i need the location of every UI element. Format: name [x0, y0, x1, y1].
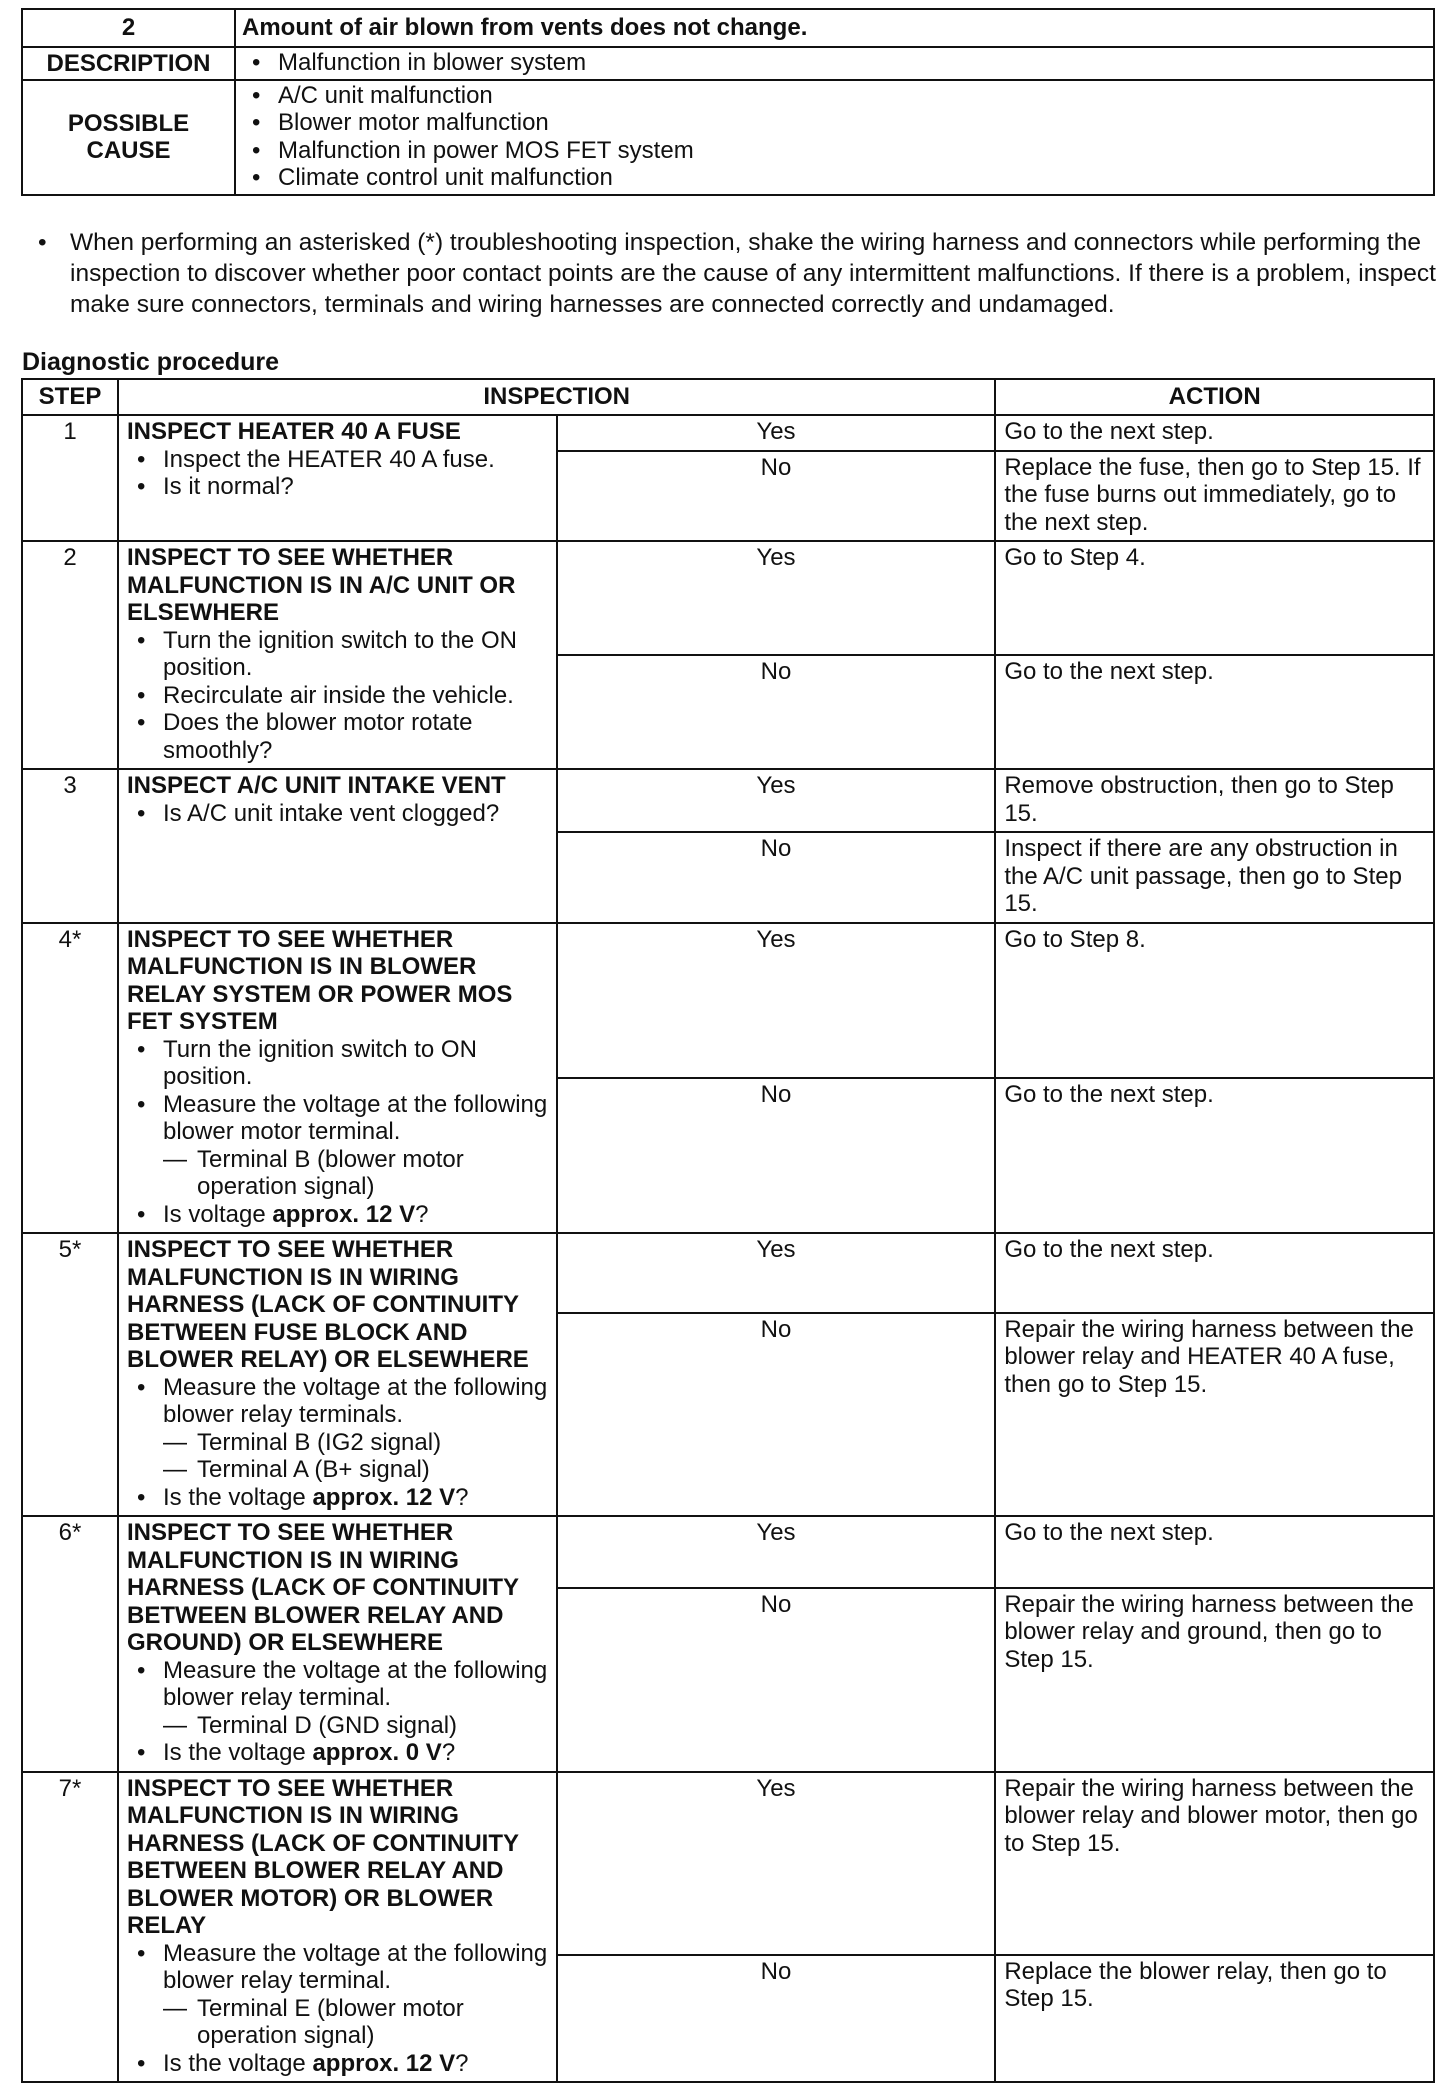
inspection-item-text: Is voltage	[163, 1200, 273, 1228]
step-number: 1	[22, 415, 118, 541]
inspection-item-value: approx. 12 V	[272, 1200, 416, 1228]
action-yes: Go to the next step.	[995, 415, 1434, 451]
action-column-header: ACTION	[995, 379, 1434, 415]
description-list	[242, 49, 1427, 77]
procedure-row-yes	[22, 1772, 1434, 1955]
yes-label: Yes	[557, 769, 996, 832]
action-no: Repair the wiring harness between the blower relay and ground, then go to Step 15.	[995, 1588, 1434, 1772]
no-label: No	[557, 1313, 996, 1516]
action-yes: Go to the next step.	[995, 1516, 1434, 1588]
inspection-item-text: Measure the voltage at the following blower relay terminals.	[163, 1373, 548, 1428]
possible-cause-label-line-2: CAUSE	[86, 137, 171, 164]
step-number: 3	[22, 769, 118, 923]
inspection-item-text: Recirculate air inside the vehicle.	[163, 681, 514, 709]
procedure-row-yes	[22, 769, 1434, 832]
action-no: Repair the wiring harness between the blower relay and HEATER 40 A fuse, then go to Step 15.	[995, 1313, 1434, 1516]
step-column-header: STEP	[22, 379, 118, 415]
possible-cause-label	[22, 80, 235, 195]
step-number: 6*	[22, 1516, 118, 1772]
description-label: DESCRIPTION	[22, 47, 235, 80]
inspection-item-value: approx. 12 V	[312, 1483, 456, 1511]
inspection-cell	[118, 769, 557, 923]
step-number: 7*	[22, 1772, 118, 2083]
inspection-subitem	[127, 1429, 550, 1457]
no-label: No	[557, 1955, 996, 2082]
inspection-item	[127, 1091, 550, 1146]
inspection-item-text: Turn the ignition switch to the ON position.	[163, 626, 517, 681]
possible-cause-item: • Blower motor malfunction	[242, 109, 1427, 137]
inspection-subitem	[127, 1456, 550, 1484]
inspection-cell	[118, 1516, 557, 1772]
procedure-row-yes	[22, 1233, 1434, 1313]
no-label: No	[557, 451, 996, 542]
description-item: • Malfunction in blower system	[242, 49, 1427, 77]
inspection-note	[38, 227, 1456, 320]
inspection-item-tail: ?	[415, 1200, 429, 1228]
action-no: Go to the next step.	[995, 655, 1434, 769]
possible-cause-item: • Climate control unit malfunction	[242, 164, 1427, 192]
step-number: 4*	[22, 923, 118, 1234]
description-row	[22, 47, 1434, 80]
step-number: 2	[22, 541, 118, 769]
action-no: Replace the fuse, then go to Step 15. If the fuse burns out immediately, go to the next step.	[995, 451, 1434, 542]
no-label: No	[557, 832, 996, 923]
inspection-item-text: Measure the voltage at the following blower motor terminal.	[163, 1090, 548, 1145]
procedure-row-yes	[22, 415, 1434, 451]
inspection-item	[127, 1940, 550, 1995]
possible-cause-item: • A/C unit malfunction	[242, 82, 1427, 110]
inspection-item	[127, 1484, 550, 1512]
inspection-column-header: INSPECTION	[118, 379, 995, 415]
inspection-item-tail: ?	[441, 1739, 456, 1766]
inspection-item	[127, 473, 550, 501]
inspection-title: INSPECT HEATER 40 A FUSE	[127, 418, 461, 445]
yes-label: Yes	[557, 1233, 996, 1313]
inspection-cell	[118, 541, 557, 769]
inspection-item-text: Terminal B (IG2 signal)	[197, 1428, 442, 1456]
inspection-list	[127, 446, 550, 501]
possible-cause-label-line-1: POSSIBLE	[67, 109, 190, 137]
inspection-item-text: Terminal E (blower motor operation signal)	[197, 1994, 464, 2049]
yes-label: Yes	[557, 1516, 996, 1588]
inspection-item	[127, 1036, 550, 1091]
inspection-item	[127, 2050, 550, 2078]
possible-cause-item: • Malfunction in power MOS FET system	[242, 137, 1427, 165]
possible-cause-cell	[235, 80, 1434, 195]
inspection-cell	[118, 1233, 557, 1516]
inspection-item-text: Terminal D (GND signal)	[197, 1711, 458, 1739]
symptom-info-table	[21, 8, 1435, 196]
inspection-item	[127, 800, 550, 828]
inspection-item	[127, 682, 550, 710]
inspection-item-text: Is the voltage	[163, 2049, 313, 2077]
inspection-item-text: Measure the voltage at the following blower relay terminal.	[163, 1939, 548, 1994]
inspection-item	[127, 1657, 550, 1712]
note-text: When performing an asterisked (*) troubleshooting inspection, shake the wiring harness and connectors while performing the inspection to discover whether poor contact points are the cause of any intermittent malfunctions. If there is a problem, inspect make sure connectors, terminals and wiring harnesses are connected correctly and undamaged.	[70, 229, 1436, 318]
inspection-item	[127, 446, 550, 474]
yes-label: Yes	[557, 923, 996, 1078]
inspection-item	[127, 1201, 550, 1229]
inspection-item	[127, 1374, 550, 1429]
inspection-item-tail: ?	[455, 1483, 469, 1511]
inspection-item-tail: ?	[455, 2049, 469, 2077]
inspection-list	[127, 800, 550, 828]
no-label: No	[557, 1078, 996, 1233]
inspection-subitem	[127, 1146, 550, 1201]
action-yes: Go to Step 4.	[995, 541, 1434, 655]
inspection-item-text: Terminal B (blower motor operation signal)	[197, 1145, 464, 1200]
inspection-title: INSPECT TO SEE WHETHER MALFUNCTION IS IN BLOWER RELAY SYSTEM OR POWER MOS FET SYSTEM	[127, 925, 513, 1035]
inspection-item-text: Turn the ignition switch to ON position.	[163, 1035, 477, 1090]
action-no: Replace the blower relay, then go to Step 15.	[995, 1955, 1434, 2082]
inspection-list	[127, 627, 550, 765]
procedure-header-row	[22, 379, 1434, 415]
yes-label: Yes	[557, 415, 996, 451]
inspection-subitem	[127, 1712, 550, 1740]
no-label: No	[557, 655, 996, 769]
procedure-row-yes	[22, 923, 1434, 1078]
action-no: Go to the next step.	[995, 1078, 1434, 1233]
action-yes: Go to Step 8.	[995, 923, 1434, 1078]
symptom-header-row	[22, 9, 1434, 47]
inspection-title: INSPECT TO SEE WHETHER MALFUNCTION IS IN WIRING HARNESS (LACK OF CONTINUITY BETWEEN FUSE BLOCK AND BLOWER RELAY) OR ELSEWHERE	[127, 1236, 529, 1373]
inspection-item-text: Terminal A (B+ signal)	[197, 1456, 430, 1483]
inspection-list	[127, 1940, 550, 2078]
inspection-item-value: approx. 12 V	[312, 2049, 456, 2077]
inspection-subitem	[127, 1995, 550, 2050]
inspection-item-text: Is A/C unit intake vent clogged?	[163, 799, 500, 827]
description-cell	[235, 47, 1434, 80]
symptom-number: 2	[22, 9, 235, 47]
diagnostic-procedure-table	[21, 378, 1435, 2083]
inspection-item-text: Is the voltage	[163, 1483, 313, 1511]
inspection-cell	[118, 923, 557, 1234]
action-yes: Go to the next step.	[995, 1233, 1434, 1313]
inspection-item	[127, 1739, 550, 1767]
yes-label: Yes	[557, 541, 996, 655]
inspection-item-text: Inspect the HEATER 40 A fuse.	[163, 445, 495, 473]
no-label: No	[557, 1588, 996, 1772]
inspection-list	[127, 1374, 550, 1512]
inspection-item-text: Does the blower motor rotate smoothly?	[163, 709, 473, 764]
possible-cause-row	[22, 80, 1434, 195]
procedure-body	[22, 415, 1434, 2082]
inspection-title: INSPECT TO SEE WHETHER MALFUNCTION IS IN A/C UNIT OR ELSEWHERE	[127, 544, 516, 626]
inspection-item-text: Is it normal?	[163, 473, 294, 500]
action-yes: Repair the wiring harness between the blower relay and blower motor, then go to Step 15.	[995, 1772, 1434, 1955]
inspection-item	[127, 709, 550, 764]
procedure-row-yes	[22, 541, 1434, 655]
action-yes: Remove obstruction, then go to Step 15.	[995, 769, 1434, 832]
inspection-cell	[118, 1772, 557, 2083]
note-bullet: •	[38, 229, 47, 256]
inspection-item-text: Measure the voltage at the following blower relay terminal.	[163, 1656, 548, 1711]
inspection-cell	[118, 415, 557, 541]
step-number: 5*	[22, 1233, 118, 1516]
inspection-title: INSPECT TO SEE WHETHER MALFUNCTION IS IN WIRING HARNESS (LACK OF CONTINUITY BETWEEN BLOWER RELAY AND BLOWER MOTOR) OR BLOWER RELAY	[127, 1774, 519, 1939]
procedure-row-yes	[22, 1516, 1434, 1588]
procedure-heading: Diagnostic procedure	[22, 348, 279, 376]
inspection-title: INSPECT A/C UNIT INTAKE VENT	[127, 772, 506, 799]
symptom-title: Amount of air blown from vents does not change.	[235, 9, 1434, 47]
inspection-item	[127, 627, 550, 682]
possible-cause-list	[242, 82, 1427, 192]
inspection-item-value: approx. 0 V	[312, 1739, 442, 1766]
inspection-list	[127, 1036, 550, 1229]
inspection-title: INSPECT TO SEE WHETHER MALFUNCTION IS IN WIRING HARNESS (LACK OF CONTINUITY BETWEEN BLOWER RELAY AND GROUND) OR ELSEWHERE	[127, 1519, 519, 1656]
action-no: Inspect if there are any obstruction in the A/C unit passage, then go to Step 15.	[995, 832, 1434, 923]
yes-label: Yes	[557, 1772, 996, 1955]
inspection-list	[127, 1657, 550, 1767]
inspection-item-text: Is the voltage	[163, 1739, 313, 1766]
